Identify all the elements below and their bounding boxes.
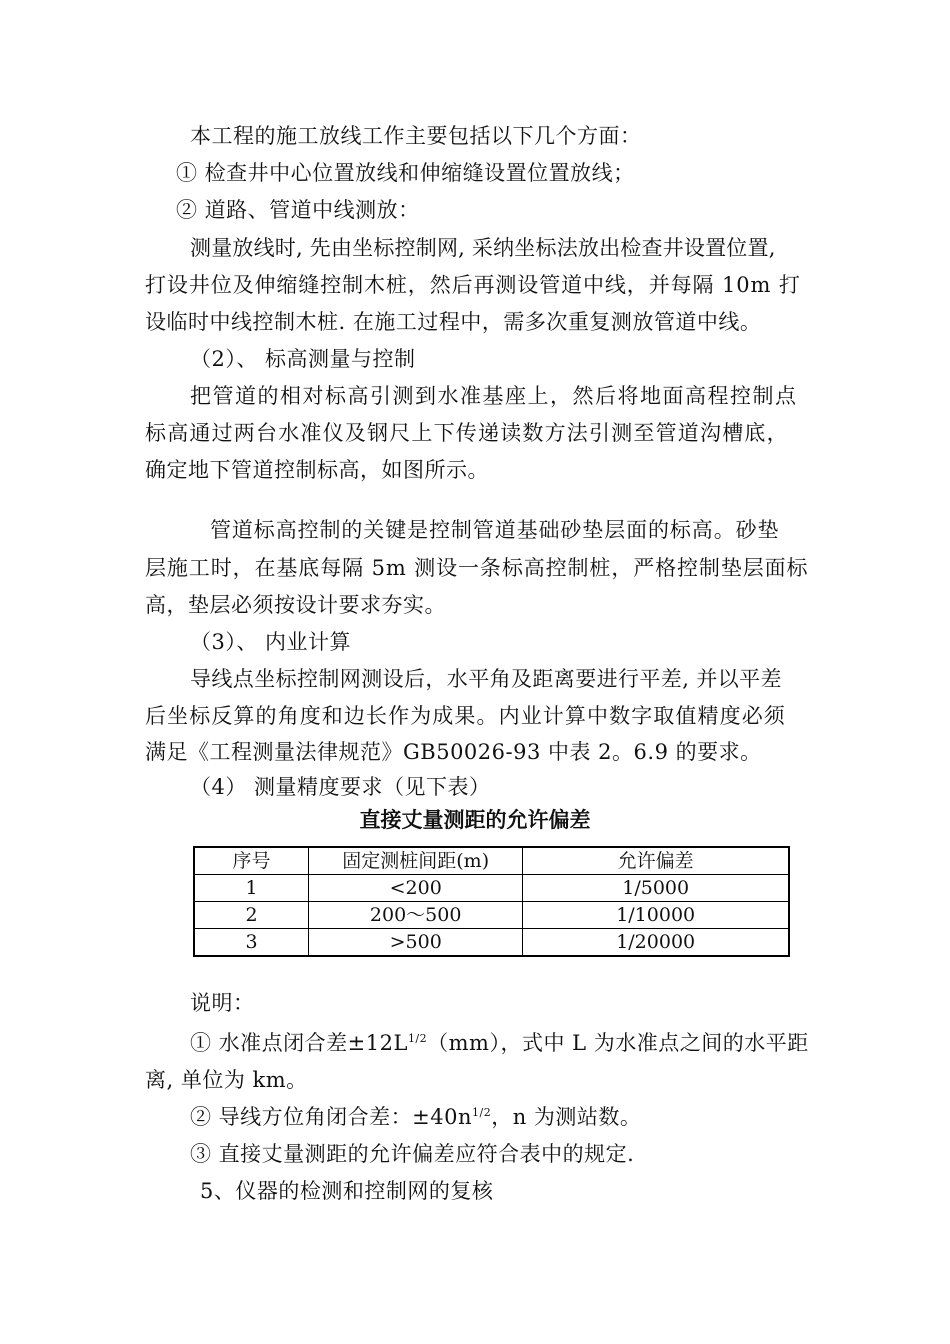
table-cell: 200～500 [309, 902, 523, 929]
table-header-row [194, 847, 789, 875]
table-cell: 2 [194, 902, 309, 929]
section-heading-5: 5、仪器的检测和控制网的复核 [200, 1179, 494, 1203]
paragraph-line: 高，垫层必须按设计要求夯实。 [145, 593, 446, 617]
note-3: ③ 直接丈量测距的允许偏差应符合表中的规定. [190, 1142, 635, 1166]
paragraph-line: 标高通过两台水准仪及钢尺上下传递读数方法引测至管道沟槽底， [145, 421, 789, 445]
paragraph-line: 把管道的相对标高引测到水准基座上，然后将地面高程控制点 [190, 384, 798, 408]
table-title: 直接丈量测距的允许偏差 [359, 808, 591, 832]
paragraph-line: ① 检查井中心位置放线和伸缩缝设置位置放线； [176, 161, 635, 185]
table-cell: <200 [309, 875, 523, 902]
paragraph-line: 导线点坐标控制网测设后，水平角及距离要进行平差, 并以平差 [190, 667, 782, 691]
section-heading: （2）、 标高测量与控制 [190, 347, 416, 371]
table-cell: 1 [194, 875, 309, 902]
note-2-text: ② 导线方位角闭合差：±40n [190, 1105, 473, 1129]
table-row [194, 902, 789, 929]
table-header-cell: 序号 [194, 847, 309, 875]
paragraph-line: 满足《工程测量法律规范》GB50026-93 中表 2。6.9 的要求。 [145, 740, 762, 764]
note-2-text-cont: ，n 为测站数。 [491, 1105, 642, 1129]
section-heading: （3）、 内业计算 [190, 630, 352, 654]
note-1-text: ① 水准点闭合差±12L [190, 1031, 408, 1055]
paragraph-line: 测量放线时, 先由坐标控制网, 采纳坐标法放出检查井设置位置, [190, 236, 776, 260]
table-cell: 1/5000 [523, 875, 789, 902]
table-header-cell: 固定测桩间距(m) [309, 847, 523, 875]
section-heading: （4） 测量精度要求（见下表） [190, 775, 491, 799]
note-2 [190, 1102, 641, 1132]
paragraph-line: 确定地下管道控制标高，如图所示。 [145, 458, 489, 482]
paragraph-line: ② 道路、管道中线测放： [176, 198, 420, 222]
paragraph-line: 打设井位及伸缩缝控制木桩，然后再测设管道中线，并每隔 10m 打 [145, 273, 801, 297]
note-1-continued: 离, 单位为 km。 [145, 1068, 308, 1092]
paragraph-line: 层施工时，在基底每隔 5m 测设一条标高控制桩，严格控制垫层面标 [145, 556, 809, 580]
note-1-exponent: 1/2 [407, 1032, 428, 1045]
note-1-text-cont: （mm），式中 L 为水准点之间的水平距 [427, 1031, 809, 1055]
table-cell: 1/20000 [523, 929, 789, 957]
notes-heading: 说明： [190, 991, 255, 1015]
table-cell: 1/10000 [523, 902, 789, 929]
paragraph-line: 设临时中线控制木桩. 在施工过程中，需多次重复测放管道中线。 [145, 310, 762, 334]
table-row [194, 929, 789, 957]
tolerance-table [193, 846, 790, 957]
table-header-cell: 允许偏差 [523, 847, 789, 875]
paragraph-line: 后坐标反算的角度和边长作为成果。内业计算中数字取值精度必须 [145, 704, 786, 728]
table-cell: >500 [309, 929, 523, 957]
table-row [194, 875, 789, 902]
note-2-exponent: 1/2 [472, 1106, 492, 1119]
table-cell: 3 [194, 929, 309, 957]
paragraph-line: 管道标高控制的关键是控制管道基础砂垫层面的标高。砂垫 [210, 518, 780, 542]
paragraph-line: 本工程的施工放线工作主要包括以下几个方面： [190, 124, 642, 148]
note-1 [190, 1028, 809, 1058]
